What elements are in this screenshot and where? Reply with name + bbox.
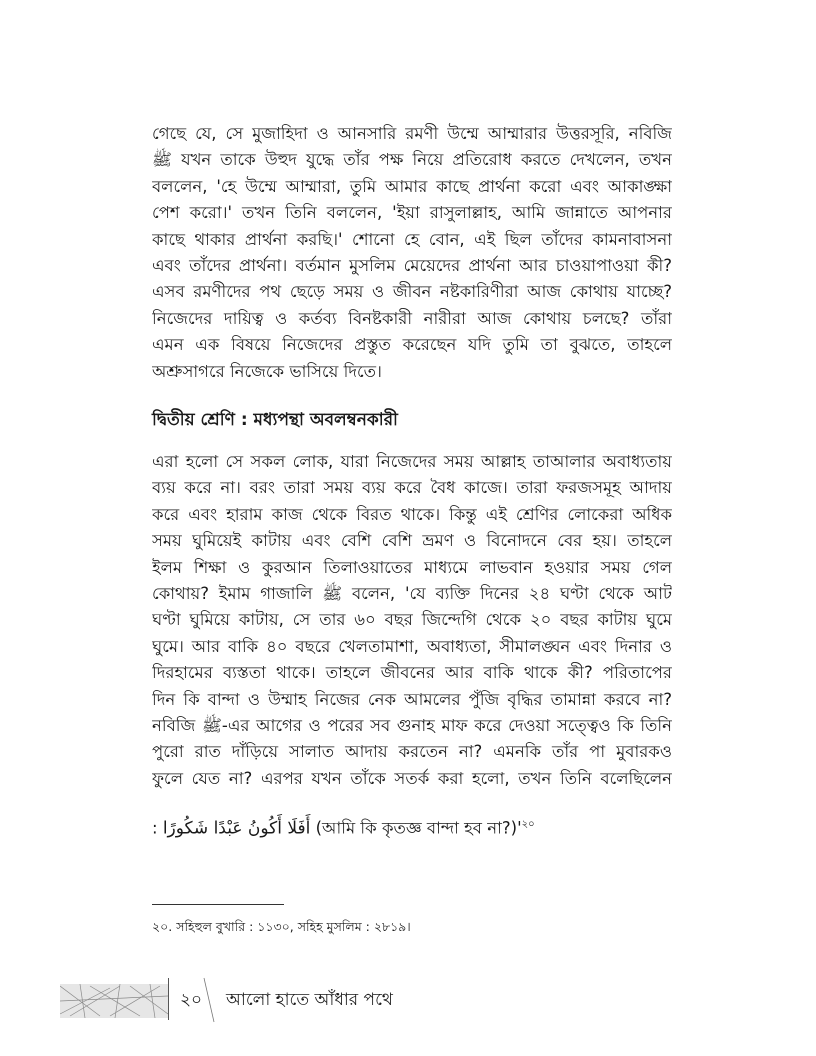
paragraph-line: করে এবং হারাম কাজ থেকে বিরত থাকে। কিন্তু এই শ্রেণির লোকেরা অধিক [152,504,672,524]
paragraph-line: ঘণ্টা ঘুমিয়ে কাটায়, সে তার ৬০ বছর জিন্দেগি থেকে ২০ বছর কাটায় ঘুমে [152,610,672,630]
paragraph-line: পুরো রাত দাঁড়িয়ে সালাত আদায় করতেন না? এমনকি তাঁর পা মুবারকও [152,742,672,762]
paragraph-line: ব্যয় করে না। বরং তারা সময় ব্যয় করে বৈধ কাজে। তারা ফরজসমূহ আদায় [152,478,672,498]
page-footer [60,976,400,1024]
colon: : [152,818,158,838]
footer-slash-decoration [200,976,220,1024]
paragraph-line: গেছে যে, সে মুজাহিদা ও আনসারি রমণী উম্মে আম্মারার উত্তরসূরি, নবিজি [152,124,672,143]
paragraph-line: নিজেদের দায়িত্ব ও কর্তব্য বিনষ্টকারী নারীরা আজ কোথায় চলছে? তাঁরা [152,308,672,328]
paragraph-line: এসব রমণীদের পথ ছেড়ে সময় ও জীবন নষ্টকারিণীরা আজ কোথায় যাচ্ছে? [152,282,672,302]
paragraph-line: পেশ করো।' তখন তিনি বললেন, 'ইয়া রাসুলাল্লাহ, আমি জান্নাতে আপনার [152,203,672,223]
arabic-quote: أَفَلَا أَكُونُ عَبْدًا شَكُورًا [162,818,311,839]
paragraph-line: কোথায়? ইমাম গাজালি ﷺ বলেন, 'যে ব্যক্তি দিনের ২৪ ঘণ্টা থেকে আট [152,584,672,604]
section-heading: দ্বিতীয় শ্রেণি : মধ্যপন্থা অবলম্বনকারী [152,410,398,430]
paragraph-line: কাছে থাকার প্রার্থনা করছি।' শোনো হে বোন, এই ছিল তাঁদের কামনাবাসনা [152,229,672,249]
paragraph-line: সময় ঘুমিয়েই কাটায় এবং বেশি বেশি ভ্রমণ ও বিনোদনে বের হয়। তাহলে [152,531,672,551]
footnote-divider [152,904,284,905]
paragraph-line: এবং তাঁদের প্রার্থনা। বর্তমান মুসলিম মেয়েদের প্রার্থনা আর চাওয়াপাওয়া কী? [152,256,672,276]
paragraph-line: ইলম শিক্ষা ও কুরআন তিলাওয়াতের মাধ্যমে লাভবান হওয়ার সময় গেল [152,557,672,577]
paragraph-line: এমন এক বিষয়ে নিজেদের প্রস্তুত করেছেন যদি তুমি তা বুঝতে, তাহলে [152,335,672,355]
page-number: ২০ [180,990,203,1010]
paragraph-line: দিন কি বান্দা ও উম্মাহ নিজের নেক আমলের পুঁজি বৃদ্ধির তামান্না করবে না? [152,689,672,709]
book-title: আলো হাতে আঁধার পথে [226,990,393,1010]
paragraph-1 [152,121,672,385]
paragraph-2 [152,449,672,792]
quote-translation: (আমি কি কৃতজ্ঞ বান্দা হব না?)' [315,818,522,838]
footnote-ref: ২০ [521,819,535,830]
footnote: ২০. সহিহুল বুখারি : ১১৩০, সহিহ মুসলিম : ২৮১৯। [152,919,411,934]
paragraph-line: ﷺ যখন তাকে উহুদ যুদ্ধে তাঁর পক্ষ নিয়ে প্রতিরোধ করতে দেখলেন, তখন [152,150,672,170]
geometric-pattern-decoration [60,976,170,1024]
paragraph-line: ঘুমে। আর বাকি ৪০ বছরে খেলতামাশা, অবাধ্যতা, সীমালঙ্ঘন এবং দিনার ও [152,636,672,656]
footer-divider [168,978,169,1020]
paragraph-line: এরা হলো সে সকল লোক, যারা নিজেদের সময় আল্লাহ তাআলার অবাধ্যতায় [152,452,672,471]
paragraph-line: ফুলে যেত না? এরপর যখন তাঁকে সতর্ক করা হলো, তখন তিনি বলেছিলেন [152,768,672,788]
paragraph-line: দিরহামের ব্যস্ততা থাকে। তাহলে জীবনের আর বাকি থাকে কী? পরিতাপের [152,663,672,683]
paragraph-line: নবিজি ﷺ-এর আগের ও পরের সব গুনাহ মাফ করে দেওয়া সত্ত্বেও কি তিনি [152,716,672,736]
paragraph-line: বললেন, 'হে উম্মে আম্মারা, তুমি আমার কাছে প্রার্থনা করো এবং আকাঙ্ক্ষা [152,176,672,196]
closing-line [152,812,672,842]
paragraph-line: অশ্রুসাগরে নিজেকে ভাসিয়ে দিতে। [152,361,382,381]
